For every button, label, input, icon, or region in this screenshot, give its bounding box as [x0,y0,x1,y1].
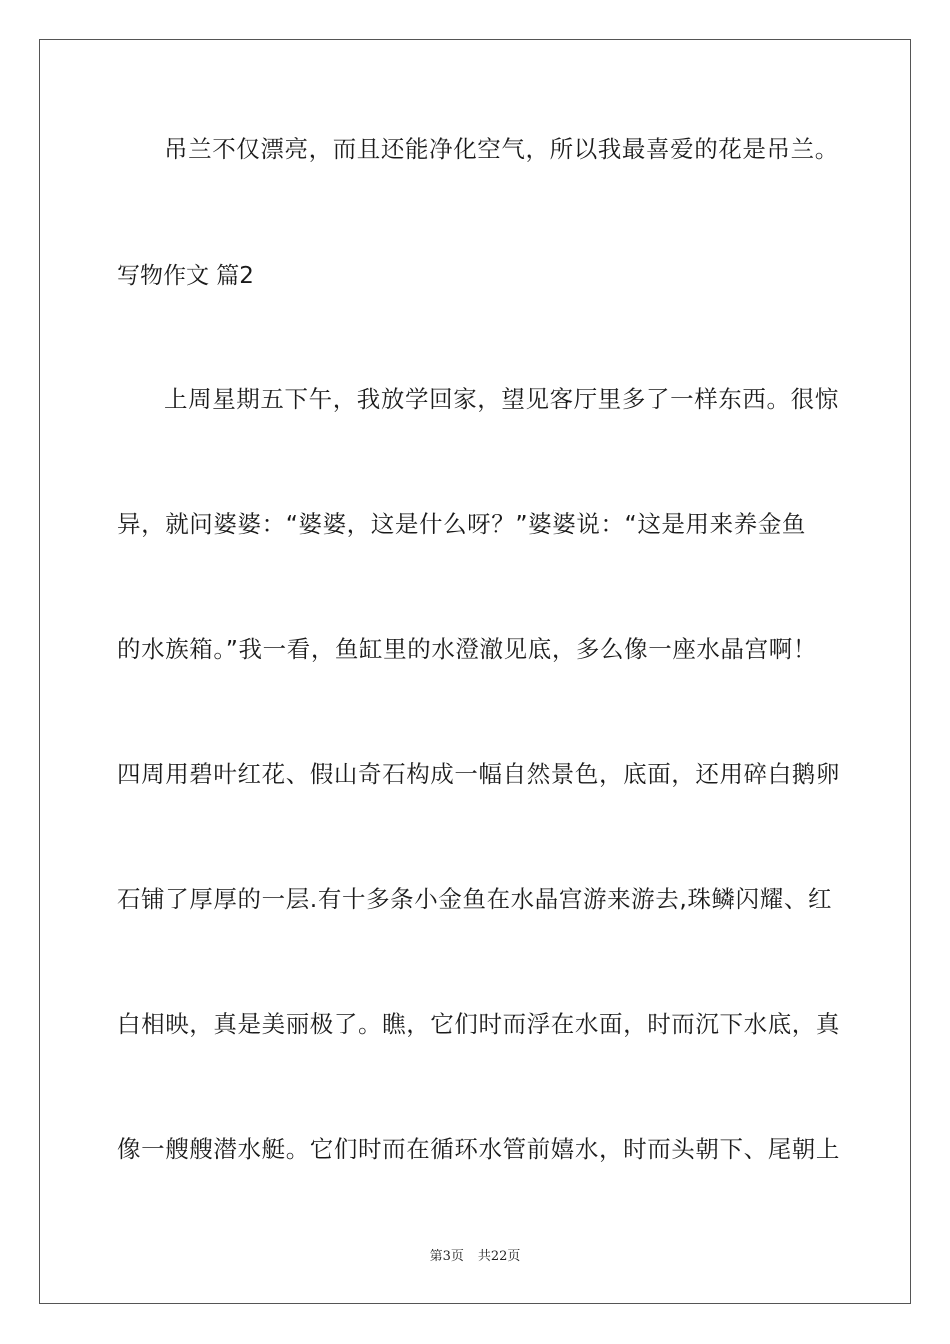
page-footer [0,1248,950,1266]
paragraph-2-line-5: 石铺了厚厚的一层.有十多条小金鱼在水晶宫游来游去,珠鳞闪耀、红 [117,885,833,913]
paragraph-2-line-6: 白相映，真是美丽极了。瞧，它们时而浮在水面，时而沉下水底，真 [117,1010,840,1038]
paragraph-2-line-2: 异，就问婆婆：“婆婆，这是什么呀？”婆婆说：“这是用来养金鱼 [117,510,807,538]
section-heading: 写物作文 篇2 [117,263,254,289]
total-pages: 共22页 [477,1249,521,1264]
paragraph-2-line-1: 上周星期五下午，我放学回家，望见客厅里多了一样东西。很惊 [164,385,839,413]
page-number: 第3页 [429,1249,464,1264]
paragraph-2-line-7: 像一艘艘潜水艇。它们时而在循环水管前嬉水，时而头朝下、尾朝上 [117,1135,840,1163]
paragraph-2-line-3: 的水族箱。”我一看，鱼缸里的水澄澈见底，多么像一座水晶宫啊！ [117,635,817,663]
page-border [39,39,911,1304]
paragraph-2-line-4: 四周用碧叶红花、假山奇石构成一幅自然景色，底面，还用碎白鹅卵 [117,760,840,788]
paragraph-1-line-1: 吊兰不仅漂亮，而且还能净化空气，所以我最喜爱的花是吊兰。 [164,135,839,163]
